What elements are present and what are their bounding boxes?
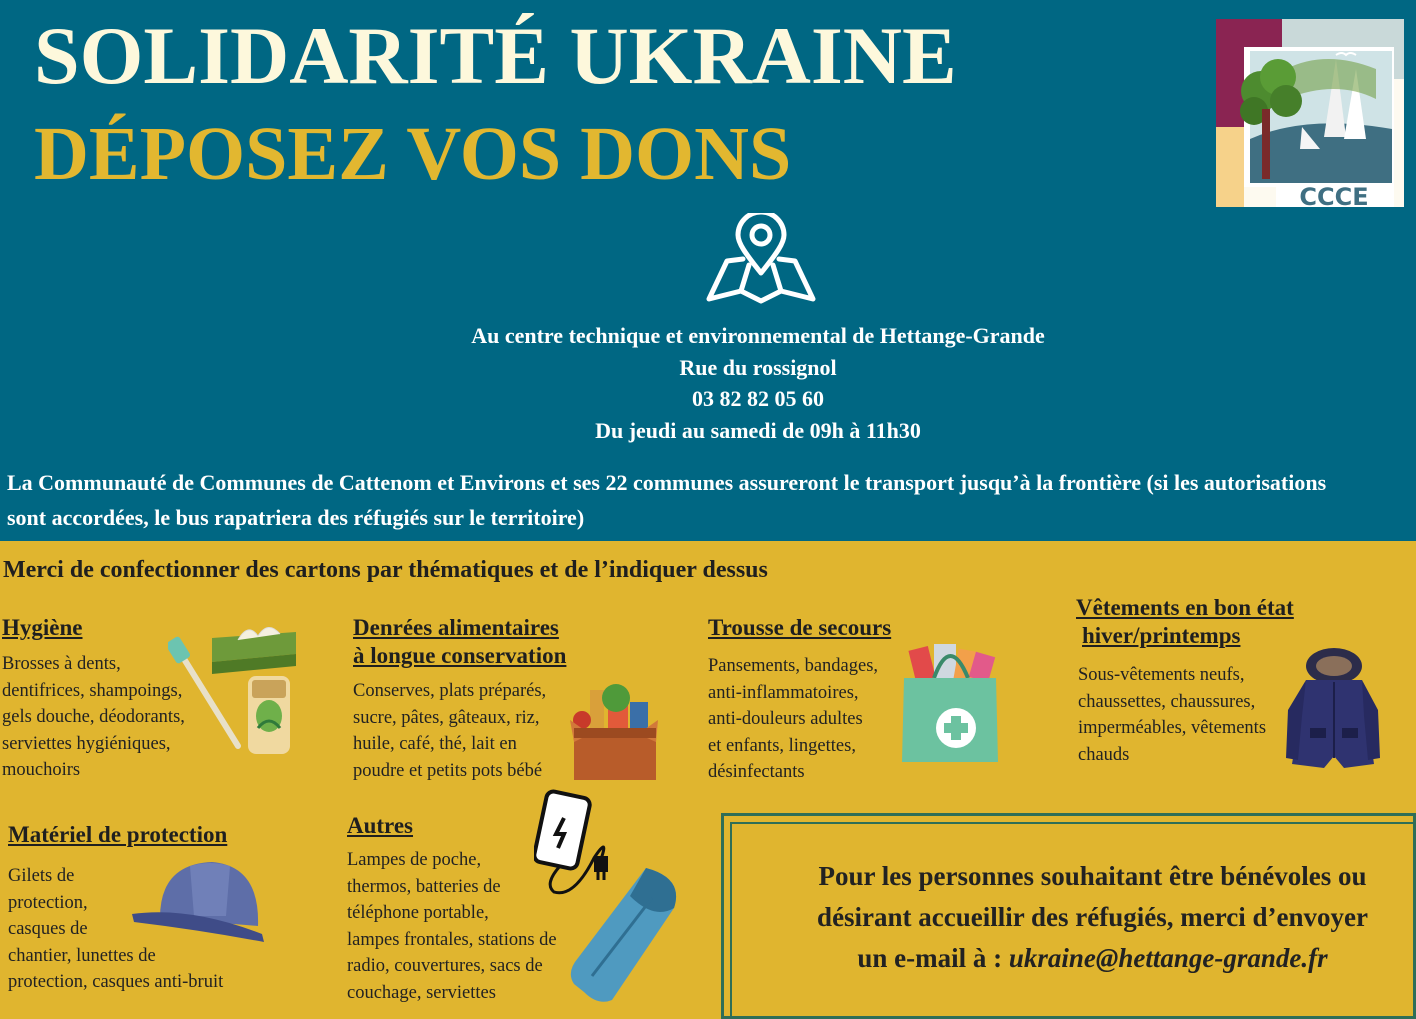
list-item: imperméables, vêtements <box>1078 718 1267 738</box>
list-item: thermos, batteries de <box>347 876 501 897</box>
page-subtitle: DÉPOSEZ VOS DONS <box>34 112 792 196</box>
volunteer-message <box>760 856 1416 979</box>
hard-hat-icon <box>130 856 266 948</box>
transport-notice <box>7 465 1407 535</box>
clothes-title-line: Vêtements en bon état <box>1076 595 1294 620</box>
list-item: lampes frontales, stations de <box>347 929 557 950</box>
first-aid-bag-icon <box>898 638 1002 764</box>
list-item: poudre et petits pots bébé <box>353 760 543 781</box>
contact-email[interactable]: ukraine@hettange-grande.fr <box>1008 943 1328 973</box>
phone-number: 03 82 82 05 60 <box>692 386 824 411</box>
opening-hours: Du jeudi au samedi de 09h à 11h30 <box>595 417 921 443</box>
food-box-icon <box>568 684 660 782</box>
list-item: anti-inflammatoires, <box>708 682 859 703</box>
list-item: casques de <box>8 919 88 939</box>
list-item: téléphone portable, <box>347 903 489 923</box>
location-line: Rue du rossignol <box>679 354 837 380</box>
ccce-logo <box>1216 19 1404 207</box>
food-list <box>353 678 546 784</box>
location-details <box>430 320 1086 446</box>
list-item: couchage, serviettes <box>347 982 496 1003</box>
list-item: Lampes de poche, <box>347 850 482 870</box>
list-item: sucre, pâtes, gâteaux, riz, <box>353 707 540 728</box>
clothes-list <box>1078 662 1266 768</box>
map-pin-icon <box>705 213 817 307</box>
food-title <box>353 614 566 670</box>
list-item: anti-douleurs adultes <box>708 709 863 729</box>
list-item: protection, <box>8 892 88 913</box>
list-item: chaussettes, chaussures, <box>1078 691 1256 712</box>
location-line: Au centre technique et environnemental de Hettange-Grande <box>471 323 1045 348</box>
clothes-title <box>1076 594 1294 650</box>
list-item: chauds <box>1078 744 1130 765</box>
firstaid-title: Trousse de secours <box>708 615 892 640</box>
volunteer-line: désirant accueillir des réfugiés, merci d’envoyer <box>817 902 1368 932</box>
list-item: Brosses à dents, <box>2 654 121 674</box>
firstaid-list <box>708 653 878 786</box>
list-item: radio, couvertures, sacs de <box>347 956 543 976</box>
volunteer-line: Pour les personnes souhaitant être bénévoles ou <box>818 861 1367 891</box>
food-title-line: à longue conservation <box>353 643 567 668</box>
other-list <box>347 847 557 1006</box>
winter-coat-icon <box>1282 646 1382 772</box>
list-item: désinfectants <box>708 762 805 782</box>
instructions-heading: Merci de confectionner des cartons par thématiques et de l’indiquer dessus <box>3 557 768 583</box>
list-item: Sous-vêtements neufs, <box>1078 665 1245 685</box>
protection-title: Matériel de protection <box>8 822 228 847</box>
hygiene-products-icon <box>168 618 302 758</box>
list-item: protection, casques anti-bruit <box>8 972 224 992</box>
list-item: Gilets de <box>8 866 75 886</box>
list-item: Pansements, bandages, <box>708 656 879 676</box>
food-title-line: Denrées alimentaires <box>353 615 559 640</box>
transport-line: sont accordées, le bus rapatriera des réfugiés sur le territoire) <box>7 505 585 530</box>
list-item: huile, café, thé, lait en <box>353 734 517 754</box>
list-item: serviettes hygiéniques, <box>2 733 171 754</box>
page-title: SOLIDARITÉ UKRAINE <box>34 10 957 101</box>
list-item: chantier, lunettes de <box>8 945 156 966</box>
clothes-title-line: hiver/printemps <box>1082 623 1241 648</box>
list-item: dentifrices, shampoings, <box>2 680 183 701</box>
transport-line: La Communauté de Communes de Cattenom et Environs et ses 22 communes assureront le transport jusqu’à la frontière (si les autorisations <box>7 470 1327 495</box>
other-title: Autres <box>347 813 414 838</box>
logo-text: CCCE <box>1299 183 1369 207</box>
list-item: gels douche, déodorants, <box>2 707 185 727</box>
hygiene-list <box>2 651 185 784</box>
volunteer-line: un e-mail à : <box>857 943 1009 973</box>
list-item: mouchoirs <box>2 760 81 780</box>
list-item: Conserves, plats préparés, <box>353 681 547 701</box>
hygiene-title: Hygiène <box>2 615 83 640</box>
list-item: et enfants, lingettes, <box>708 735 856 756</box>
phone-and-sleeping-bag-icon <box>534 788 684 1006</box>
